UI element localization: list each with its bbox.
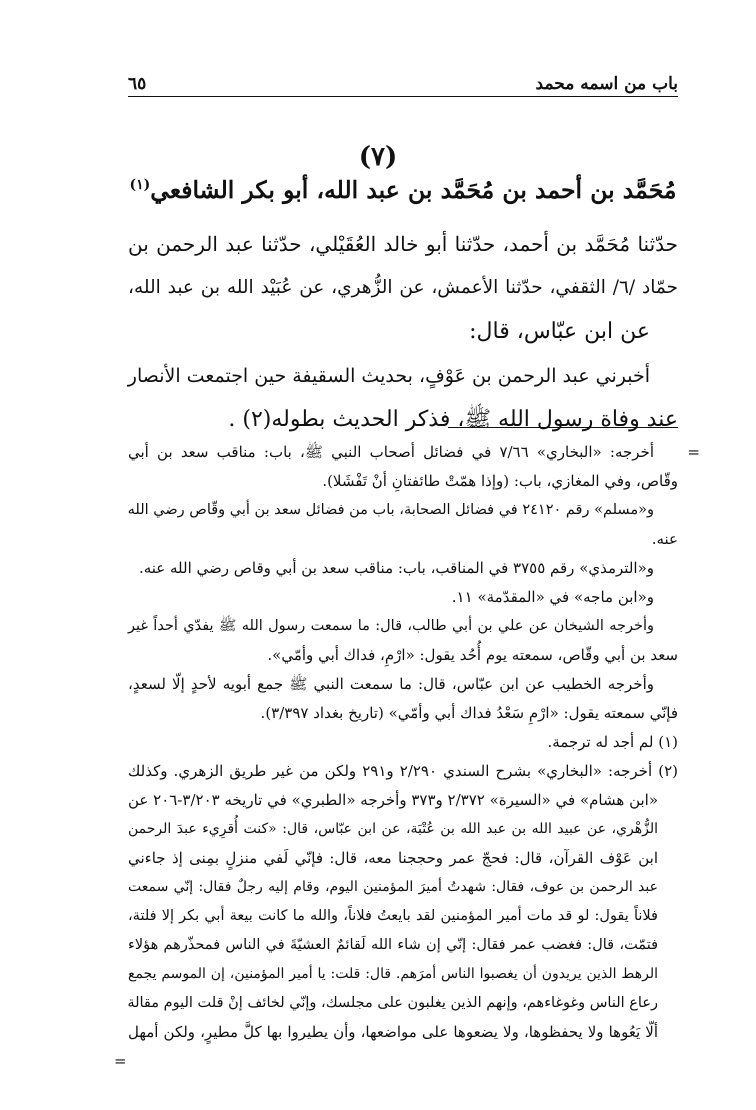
footnote-2-line: رعاع الناس وغوغاءهم، وإنهم الذين يغلبون على مجلسك، وإنّي لخائف إنْ قلت اليوم مقالة (127, 995, 658, 1011)
footnote-2-line: ابن عَوْف القرآن، قال: فحجّ عمر وحججنا معه، قال: فإنّي لَفي منزلٍ بمِنى إذ جاءني (128, 849, 658, 867)
footnote-line: وقّاص، وفي المغازي، باب: (وإذا همّتْ طائفتانِ أنْ تَفْشَلا). (322, 472, 678, 490)
footnote-rule (448, 427, 678, 428)
footnote-2-line: ألّا يَعُوها ولا يحفظوها، ولا يضعوها على مواضعها، وأن يطيروا بها كلَّ مطيرٍ، ولكن أمهل (128, 1023, 658, 1041)
footnote-line: و«ابن ماجه» في «المقدّمة» ١١. (451, 588, 654, 606)
hadith-line: عن ابن عبّاس، قال: (469, 319, 650, 344)
footnote-line: و«الترمذي» رقم ٣٧٥٥ في المناقب، باب: مناقب سعد بن أبي وقاص رضي الله عنه. (138, 559, 654, 577)
footnote-2-line: الزُّهْري، عن عبيد الله بن عبد الله بن عُتْبَة، عن ابن عبّاس، قال: «كنت أُقرِيء عبدَ الرحمن (128, 821, 658, 837)
narrator-name: مُحَمَّد بن أحمد بن مُحَمَّد بن عبد الله، أبو بكر الشافعي (150, 176, 677, 204)
footnote-1: (١) لم أجد له ترجمة. (547, 733, 678, 751)
footnote-line: فإنّي سمعته يقول: «ارْمِ سَعْدُ فداك أبي وأمّي» (تاريخ بغداد ٣/٣٩٧). (260, 704, 678, 722)
footnote-line-text: أخرجه: «البخاري» ٧/٦٦ في فضائل أصحاب النبي ﷺ، باب: مناقب سعد بن أبي (128, 443, 654, 461)
hadith-text (128, 222, 678, 442)
page-number: ٦٥ (128, 74, 147, 94)
footnote-2-line: (٢) أخرجه: «البخاري» بشرح السندي ٢/٢٩٠ و٢٩١ ولكن من غير طريق الزهري. وكذلك (128, 762, 678, 780)
footnotes (114, 438, 700, 1076)
hadith-number: (٧) (358, 142, 398, 172)
footnote-line: و«مسلم» رقم ٢٤١٢٠ في فضائل الصحابة، باب من فضائل سعد بن أبي وقّاص رضي الله (127, 502, 654, 518)
footnote-2-line (114, 1047, 678, 1076)
footnote-2-line: فتمّت، قال: فغضب عمر فقال: إنّي إن شاء الله لَقائمٌ العشيّةَ في الناس فمحذّرهم هؤلاء (128, 937, 658, 953)
footnote-line (128, 438, 700, 467)
footnote-line: عنه. (651, 530, 678, 548)
footnote-2-line: «ابن هشام» في «السيرة» ٢/٣٧٢ و٣٧٣ وأخرجه «الطبري» في تاريخه ٣/٢٠٣-٢٠٦ عن (128, 791, 659, 809)
hadith-line: أخبرني عبد الرحمن بن عَوْفٍ، بحديث السقيفة حين اجتمعت الأنصار (127, 365, 650, 387)
hadith-line: عند وفاة رسول الله ﷺ، فذكر الحديث بطوله(٢) . (228, 407, 678, 432)
footnote-2-line: فلاناً يقول: لو قد مات أمير المؤمنين لقد بايعتُ فلاناً، والله ما كانت بيعة أبي بكر إلا فلتة، (128, 908, 658, 924)
hadith-line: حدّثنا مُحَمَّد بن أحمد، حدّثنا أبو خالد العُقَيْلي، حدّثنا عبد الرحمن بن (128, 232, 678, 256)
footnote-2-line: الرهط الذين يريدون أن يغصبوا الناس أمرَهم. قال: قلت: يا أمير المؤمنين، إن الموسم يجمع (128, 966, 658, 982)
footnote-line: وأخرجه الخطيب عن ابن عبّاس، قال: ما سمعت النبي ﷺ جمع أبويه لأحدٍ إلّا لسعدٍ، (128, 675, 654, 693)
continuation-mark: = (687, 443, 700, 461)
header-rule (128, 96, 678, 97)
narrator-title (128, 176, 678, 204)
hadith-line: حمّاد /٦/ الثقفي، حدّثنا الأعمش، عن الزُّهري، عن عُبَيْد الله بن عبد الله، (128, 277, 678, 298)
footnote-2-line: عبد الرحمن بن عوف، فقال: شهدتُ أميرَ المؤمنين اليوم، وقام إليه رجلٌ فقال: إنّي سمعت (128, 879, 658, 895)
running-header (128, 68, 678, 94)
chapter-heading: باب من اسمه محمد (535, 74, 678, 94)
footnote-line: وأخرجه الشيخان عن علي بن أبي طالب، قال: ما سمعت رسول الله ﷺ يفدّي أحداً غير (128, 618, 654, 634)
continuation-mark: = (114, 1052, 127, 1070)
footnote-line: سعد بن أبي وقّاص، سمعته يوم أُحُد يقول: «ارْمِ، فداك أبي وأمّي». (267, 646, 678, 664)
title-footnote-ref: (١) (129, 177, 151, 194)
